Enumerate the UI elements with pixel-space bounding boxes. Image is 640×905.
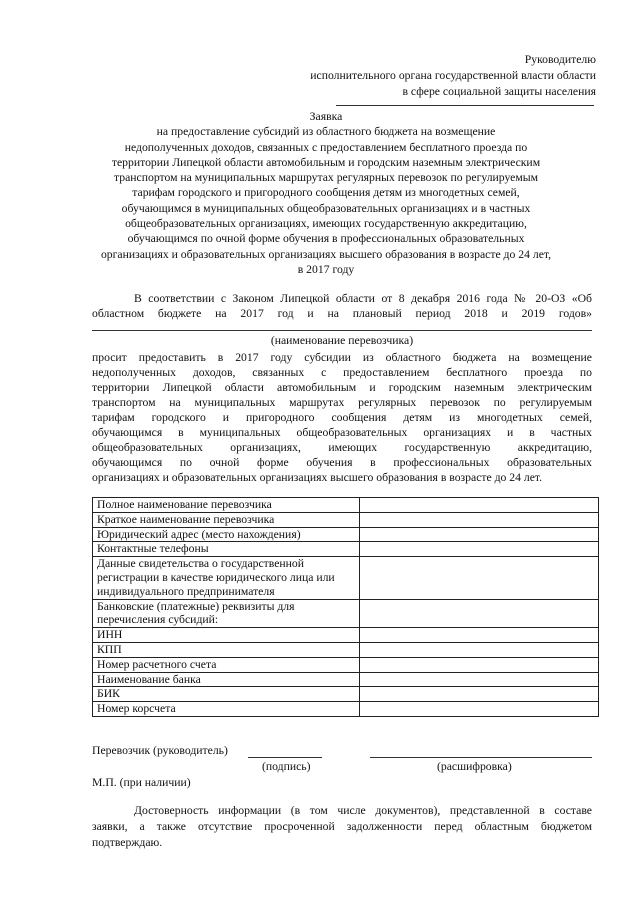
table-row bbox=[93, 527, 599, 542]
intro-line: областном бюджете на 2017 год и на плановый период 2018 и 2019 годов» bbox=[92, 307, 592, 320]
footer-line: подтверждаю. bbox=[92, 836, 163, 849]
title-line: обучающимся в муниципальных общеобразовательных организациях и в частных bbox=[121, 201, 531, 215]
signature-caption: (подпись) bbox=[262, 760, 311, 773]
title-line: организациях и образовательных организациях высшего образования в возрасте до 24 лет, bbox=[100, 247, 552, 261]
table-row bbox=[93, 498, 599, 513]
carrier-name-line bbox=[92, 330, 592, 331]
carrier-details-table bbox=[92, 497, 599, 717]
table-row-label: Наименование банка bbox=[93, 672, 360, 687]
body-line: обучающимся по очной форме обучения в профессиональных образовательных bbox=[92, 456, 592, 469]
decoding-field[interactable] bbox=[370, 757, 592, 758]
table-row-value[interactable] bbox=[360, 557, 599, 599]
footer-line: Достоверность информации (в том числе документов), представленной в составе bbox=[134, 804, 592, 817]
title-heading: Заявка bbox=[309, 110, 343, 123]
table-row bbox=[93, 672, 599, 687]
title-line: общеобразовательных организациях, имеющих государственную аккредитацию, bbox=[125, 217, 527, 231]
body-line: недополученных доходов, связанных с предоставлением бесплатного проезда по bbox=[92, 366, 592, 379]
carrier-name-caption: (наименование перевозчика) bbox=[270, 334, 414, 347]
table-row-value[interactable] bbox=[360, 599, 599, 628]
body-line: транспортом на муниципальных маршрутах регулярных перевозок по регулируемым bbox=[92, 396, 592, 409]
addressee-title: Руководителю bbox=[524, 53, 596, 66]
table-row bbox=[93, 702, 599, 717]
table-row bbox=[93, 628, 599, 643]
table-row-value[interactable] bbox=[360, 672, 599, 687]
body-line: тарифам городского и пригородного сообщения детям из многодетных семей, bbox=[92, 411, 592, 424]
title-line: тарифам городского и пригородного сообщения детям из многодетных семей, bbox=[132, 186, 520, 200]
body-line: организациях и образовательных организациях высшего образования в возрасте до 24 лет. bbox=[92, 471, 543, 484]
table-row-label: Контактные телефоны bbox=[93, 542, 360, 557]
table-row-value[interactable] bbox=[360, 542, 599, 557]
table-row-label: БИК bbox=[93, 687, 360, 702]
title-line: в 2017 году bbox=[297, 262, 355, 276]
footer-line: заявки, а также отсутствие просроченной задолженности перед областным бюджетом bbox=[92, 820, 592, 833]
table-row bbox=[93, 542, 599, 557]
table-row-label: КПП bbox=[93, 642, 360, 657]
body-line: обучающимся в муниципальных общеобразовательных организациях и в частных bbox=[92, 426, 592, 439]
application-title bbox=[70, 109, 582, 277]
title-line: территории Липецкой области автомобильным и городским наземным электрическим bbox=[111, 155, 541, 169]
table-row-value[interactable] bbox=[360, 687, 599, 702]
table-row bbox=[93, 512, 599, 527]
intro-line: В соответствии с Законом Липецкой области от 8 декабря 2016 года № 20-ОЗ «Об bbox=[134, 292, 592, 305]
table-row-value[interactable] bbox=[360, 642, 599, 657]
table-row-label: Юридический адрес (место нахождения) bbox=[93, 527, 360, 542]
table-row-label: Полное наименование перевозчика bbox=[93, 498, 360, 513]
table-row-value[interactable] bbox=[360, 512, 599, 527]
table-row-value[interactable] bbox=[360, 628, 599, 643]
signature-field[interactable] bbox=[248, 757, 322, 758]
table-row-value[interactable] bbox=[360, 498, 599, 513]
addressee-name-line bbox=[336, 105, 594, 106]
decoding-caption: (расшифровка) bbox=[437, 760, 512, 773]
seal-note: М.П. (при наличии) bbox=[92, 776, 191, 789]
table-row bbox=[93, 557, 599, 599]
table-row-value[interactable] bbox=[360, 527, 599, 542]
table-row-label: Номер расчетного счета bbox=[93, 657, 360, 672]
body-line: общеобразовательных организациях, имеющих государственную аккредитацию, bbox=[92, 441, 592, 454]
table-row-label: ИНН bbox=[93, 628, 360, 643]
title-line: недополученных доходов, связанных с предоставлением бесплатного проезда по bbox=[124, 140, 528, 154]
table-row bbox=[93, 657, 599, 672]
body-line: просит предоставить в 2017 году субсидии из областного бюджета на возмещение bbox=[92, 351, 592, 364]
title-line: обучающимся по очной форме обучения в профессиональных образовательных bbox=[127, 232, 525, 246]
table-row-value[interactable] bbox=[360, 657, 599, 672]
table-row-label: Краткое наименование перевозчика bbox=[93, 512, 360, 527]
addressee-sphere: в сфере социальной защиты населения bbox=[402, 85, 596, 98]
carrier-signature-label: Перевозчик (руководитель) bbox=[92, 744, 228, 757]
table-row-value[interactable] bbox=[360, 702, 599, 717]
table-row-label: Банковские (платежные) реквизиты для перечисления субсидий: bbox=[93, 599, 360, 628]
addressee-organ: исполнительного органа государственной власти области bbox=[310, 69, 596, 82]
body-line: территории Липецкой области автомобильным и городским наземным электрическим bbox=[92, 381, 592, 394]
table-row-label: Номер корсчета bbox=[93, 702, 360, 717]
title-line: транспортом на муниципальных маршрутах регулярных перевозок по регулируемым bbox=[114, 171, 538, 185]
table-row bbox=[93, 599, 599, 628]
title-line: на предоставление субсидий из областного бюджета на возмещение bbox=[156, 125, 496, 139]
table-row-label: Данные свидетельства о государственной регистрации в качестве юридического лица или индивидуального предпринимателя bbox=[93, 557, 360, 599]
table-row bbox=[93, 642, 599, 657]
table-row bbox=[93, 687, 599, 702]
